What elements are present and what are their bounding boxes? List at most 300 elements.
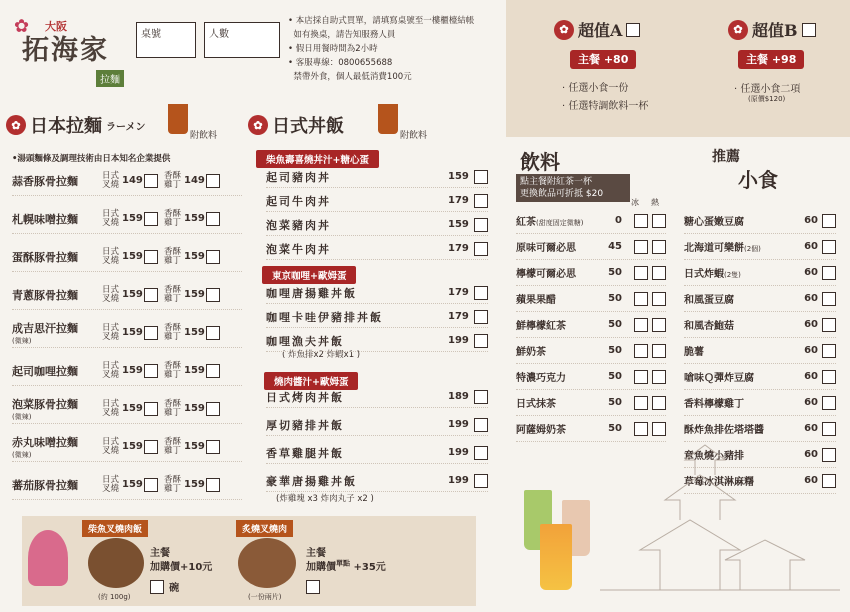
ramen-title-suffix: ラーメン [106,121,146,133]
drink-name-text: 日式抹茶 [516,399,556,410]
drink-row [516,416,666,442]
side-name-text: 脆薯 [684,347,704,358]
checkbox-chashu[interactable] [144,212,158,226]
side-price: 60 [804,267,818,278]
checkbox[interactable] [822,318,836,332]
donburi-price: 189 [448,391,469,402]
donburi-name: 起司牛肉丼 [266,194,331,208]
sakura-icon: ✿ [14,16,30,37]
drink-price: 50 [608,371,622,382]
drink-name [516,239,602,254]
option-chicken-label: 香酥雞丁 [164,284,182,304]
ramen-price-chashu: 159 [122,479,143,490]
option-chashu-label: 日式叉燒 [102,170,120,190]
note-text: 如有換桌，請告知服務人員 [293,30,396,40]
drink-row [516,234,666,260]
addon1-title: 柴魚叉燒肉飯 [82,520,148,537]
sides-title-a: 推薦 [712,149,740,165]
donburi-name: 泡菜牛肉丼 [266,242,331,256]
addon1-bowl-check[interactable] [150,576,179,595]
addon2-price-b: 單點 [336,559,350,568]
side-name-text: 和風杏鮑菇 [684,321,734,332]
ramen-price-chashu: 159 [122,441,143,452]
ramen-row [12,470,242,500]
note-text: 客服專線：0800655688 [295,58,393,68]
donburi-items2-note: ( 炸魚排x2 炸蝦x1 ) [282,350,361,360]
ramen-price-chashu: 159 [122,327,143,338]
checkbox-cold[interactable] [634,370,648,384]
option-chashu-label: 日式叉燒 [102,246,120,266]
checkbox[interactable] [474,194,488,208]
side-name-sub: (2隻) [724,271,741,279]
donburi-name: 厚切豬排丼飯 [266,418,344,432]
side-price: 60 [804,449,818,460]
checkbox[interactable] [822,396,836,410]
drinks-promo: 點主餐附紅茶一杯 更換飲品可折抵 $20 [516,174,630,202]
option-chashu-label: 日式叉燒 [102,208,120,228]
side-row [684,390,836,416]
option-chashu-label: 日式叉燒 [102,398,120,418]
ramen-title-text: 日本拉麵 [30,116,102,137]
checkbox[interactable] [822,370,836,384]
crest-icon: ✿ [6,115,26,135]
combo-b-note: (原價$120) [748,95,786,103]
donburi-price: 179 [448,287,469,298]
checkbox[interactable] [822,240,836,254]
option-chicken-label: 香酥雞丁 [164,436,182,456]
ramen-title [6,112,146,138]
side-price: 60 [804,371,818,382]
checkbox-chicken[interactable] [206,364,220,378]
note-line: • 客服專線：0800655688 [288,58,393,68]
option-chashu-label: 日式叉燒 [102,284,120,304]
drink-name-text: 鮮檸檬紅茶 [516,321,566,332]
checkbox-cold[interactable] [634,318,648,332]
note-text: 禁帶外食，個人最低消費100元 [293,72,412,82]
checkbox[interactable] [150,580,164,594]
table-number-label: 桌號 [141,29,161,40]
people-count-field[interactable] [204,22,280,58]
people-count-label: 人數 [209,29,229,40]
ramen-row [12,280,242,310]
ramen-name [12,249,96,265]
drink-row [516,390,666,416]
note-text: 假日用餐時間為2小時 [295,44,378,54]
donburi-price: 199 [448,475,469,486]
drink-name [516,343,602,358]
side-name-text: 酥炸魚排佐塔塔醬 [684,425,764,436]
side-price: 60 [804,423,818,434]
addon1-unit: 碗 [169,583,180,594]
checkbox-chicken[interactable] [206,174,220,188]
ramen-price-chashu: 149 [122,175,143,186]
checkbox-hot[interactable] [652,240,666,254]
option-chicken-label: 香酥雞丁 [164,398,182,418]
checkbox-chashu[interactable] [144,478,158,492]
option-chicken-label: 香酥雞丁 [164,474,182,494]
drink-name-text: 阿薩姆奶茶 [516,425,566,436]
option-chicken-label: 香酥雞丁 [164,170,182,190]
checkbox[interactable] [822,292,836,306]
checkbox[interactable] [474,242,488,256]
kokeshi-doll-icon [28,530,68,586]
checkbox-chicken[interactable] [206,440,220,454]
option-chashu-label: 日式叉燒 [102,474,120,494]
donburi-row [266,306,488,328]
ramen-name-text: 起司咖哩拉麵 [12,364,78,378]
combo-a-plus-badge: 主餐 +80 [570,50,636,69]
side-row [684,234,836,260]
side-price: 60 [804,241,818,252]
ramen-name [12,434,96,460]
drink-name [516,291,602,306]
checkbox[interactable] [822,214,836,228]
checkbox[interactable] [474,418,488,432]
checkbox[interactable] [474,474,488,488]
donburi-row [266,330,488,352]
donburi-name: 起司豬肉丼 [266,170,331,184]
ramen-price-chicken: 159 [184,441,205,452]
drink-cup-icon [378,104,398,134]
addon1-label: 主餐 [150,548,170,559]
donburi-price: 179 [448,311,469,322]
drink-name-text: 特濃巧克力 [516,373,566,384]
ramen-row [12,356,242,386]
side-row [684,286,836,312]
drink-name-sub: (甜度固定微糖) [536,219,584,227]
side-name [684,421,800,436]
checkbox[interactable] [306,580,320,594]
ramen-name [12,363,96,379]
side-price: 60 [804,345,818,356]
drink-name-text: 原味可爾必思 [516,243,576,254]
crest-icon: ✿ [728,20,748,40]
combo-a-plus [570,48,636,67]
side-price: 60 [804,215,818,226]
ramen-name-text: 蛋酥豚骨拉麵 [12,250,78,264]
ramen-name [12,211,96,227]
addon1-note: (約 100g) [98,593,131,601]
checkbox[interactable] [626,23,640,37]
ramen-name-text: 蒜香豚骨拉麵 [12,174,78,188]
donburi-row [266,414,488,436]
checkbox-hot[interactable] [652,396,666,410]
addon2-price [306,558,386,573]
note-line: • 假日用餐時間為2小時 [288,44,378,54]
side-name [684,291,800,306]
side-name-text: 章魚燒小豬排 [684,451,744,462]
combo-b-title-text: 超值B [752,21,798,40]
drink-name [516,369,602,384]
donburi-name: 咖哩漁夫丼飯 [266,334,344,348]
checkbox-chicken[interactable] [206,212,220,226]
drink-name-text: 紅茶 [516,217,536,228]
drink-name [516,395,602,410]
drink-price: 45 [608,241,622,252]
donburi-title-text: 日式丼飯 [272,116,344,137]
side-row [684,260,836,286]
checkbox-chashu[interactable] [144,250,158,264]
checkbox-chashu[interactable] [144,288,158,302]
option-chashu-label: 日式叉燒 [102,322,120,342]
combo-b-title [728,18,816,41]
checkbox-hot[interactable] [652,292,666,306]
checkbox-cold[interactable] [634,292,648,306]
ramen-price-chicken: 159 [184,289,205,300]
drink-price: 50 [608,267,622,278]
ramen-price-chashu: 159 [122,213,143,224]
note-line: • 本店採自助式買單，請填寫桌號至一樓櫃檯結帳 [288,16,475,26]
drink-row [516,286,666,312]
combo-b-plus-badge: 主餐 +98 [738,50,804,69]
checkbox-hot[interactable] [652,422,666,436]
combo-a-line: · 任選小食一份 [562,83,629,94]
logo-small-text: 大阪 [45,20,67,33]
donburi-name: 咖哩唐揚雞丼飯 [266,286,357,300]
ramen-row [12,318,242,348]
notes [288,14,498,84]
side-name-text: 香料檸檬雞丁 [684,399,744,410]
checkbox[interactable] [474,170,488,184]
option-chashu-label: 日式叉燒 [102,360,120,380]
checkbox-chicken[interactable] [206,250,220,264]
option-chashu-label: 日式叉燒 [102,436,120,456]
checkbox[interactable] [822,344,836,358]
ramen-row [12,432,242,462]
addon2-title: 炙燒叉燒肉 [236,520,293,537]
donburi-price: 159 [448,219,469,230]
combo-a-title-text: 超值A [578,21,623,40]
addon2-label: 主餐 [306,548,326,559]
drink-cup-icon [168,104,188,134]
donburi-row [266,386,488,408]
donburi-row [266,214,488,236]
side-name-text: 草莓冰淇淋麻糬 [684,477,754,488]
checkbox[interactable] [474,218,488,232]
donburi-price: 199 [448,419,469,430]
side-row [684,416,836,442]
side-name-text: 日式炸蝦 [684,269,724,280]
checkbox-chashu[interactable] [144,326,158,340]
donburi-row [266,190,488,212]
ramen-drink-note: 附飲料 [190,131,218,141]
rice-bowl-image [88,538,144,588]
addon-panel [22,516,476,606]
checkbox-chashu[interactable] [144,174,158,188]
ramen-price-chicken: 159 [184,365,205,376]
side-row [684,364,836,390]
side-name-text: 北海道可樂餅 [684,243,744,254]
drink-price: 50 [608,397,622,408]
side-price: 60 [804,293,818,304]
drink-row [516,260,666,286]
checkbox-cold[interactable] [634,240,648,254]
side-name-text: 嗆味Ｑ彈炸豆腐 [684,373,754,384]
checkbox-hot[interactable] [652,344,666,358]
drink-row [516,208,666,234]
checkbox-chicken[interactable] [206,402,220,416]
side-price: 60 [804,319,818,330]
drink-row [516,338,666,364]
side-name-sub: (2個) [744,245,761,253]
checkbox-cold[interactable] [634,266,648,280]
side-price: 60 [804,397,818,408]
combo-panel [506,0,850,137]
ramen-name-text: 蕃茄豚骨拉麵 [12,478,78,492]
donburi-group-banner: 柴魚壽喜燒丼汁+糖心蛋 [256,150,379,168]
drink-name [516,265,602,280]
ramen-name [12,320,96,346]
donburi-title [248,112,344,138]
side-row [684,208,836,234]
checkbox-chicken[interactable] [206,478,220,492]
note-line [288,70,498,84]
checkbox-chicken[interactable] [206,326,220,340]
side-row [684,338,836,364]
ramen-price-chicken: 159 [184,479,205,490]
side-row [684,312,836,338]
checkbox-cold[interactable] [634,344,648,358]
donburi-row [266,282,488,304]
checkbox[interactable] [474,390,488,404]
ramen-row [12,394,242,424]
crest-icon: ✿ [248,115,268,135]
checkbox-hot[interactable] [652,318,666,332]
donburi-price: 199 [448,335,469,346]
drink-price: 0 [615,215,622,226]
ramen-name [12,287,96,303]
checkbox[interactable] [474,310,488,324]
drink-name [516,213,602,228]
ramen-name-text: 札幌味噌拉麵 [12,212,78,226]
checkbox-chashu[interactable] [144,364,158,378]
side-name [684,317,800,332]
side-name [684,369,800,384]
drink-name-text: 鮮奶茶 [516,347,546,358]
donburi-name: 豪華唐揚雞丼飯 [266,474,357,488]
ramen-row [12,204,242,234]
side-price: 60 [804,475,818,486]
drink-name-text: 蘋果果醋 [516,295,556,306]
donburi-row [266,238,488,260]
option-chicken-label: 香酥雞丁 [164,360,182,380]
combo-a-lines [562,80,648,116]
drink-row [516,364,666,390]
checkbox[interactable] [822,422,836,436]
donburi-price: 159 [448,171,469,182]
drink-price: 50 [608,293,622,304]
ramen-price-chashu: 159 [122,289,143,300]
donburi-group-banner: 燒肉醬汁+歐姆蛋 [264,372,358,390]
donburi-row [266,470,488,492]
ramen-price-chicken: 159 [184,213,205,224]
donburi-row [266,166,488,188]
donburi-name: 香草雞腿丼飯 [266,446,344,460]
drink-price: 50 [608,319,622,330]
side-name [684,343,800,358]
donburi-price: 179 [448,195,469,206]
drink-name [516,317,602,332]
side-name [684,239,800,254]
drink-name-text: 檸檬可爾必思 [516,269,576,280]
ramen-row [12,242,242,272]
ramen-name [12,477,96,493]
checkbox-chicken[interactable] [206,288,220,302]
addon1-price: 加購價+10元 [150,562,213,573]
checkbox-hot[interactable] [652,214,666,228]
ramen-price-chicken: 159 [184,327,205,338]
logo-sub: 拉麵 [96,70,124,87]
pork-plate-image [238,538,296,588]
donburi-name: 咖哩卡哇伊豬排丼飯 [266,310,383,324]
ramen-name [12,173,96,189]
ramen-price-chashu: 159 [122,365,143,376]
drinks-hot-header: 熱 [651,198,659,207]
checkbox[interactable] [822,266,836,280]
checkbox-cold[interactable] [634,396,648,410]
donburi-row [266,442,488,464]
checkbox[interactable] [474,286,488,300]
checkbox-chashu[interactable] [144,402,158,416]
ramen-price-chicken: 159 [184,403,205,414]
drinks-title: 飲料 [520,150,560,174]
addon2-price-a: 加購價 [306,562,336,573]
note-line [288,28,498,42]
drink-price: 50 [608,423,622,434]
drink-price: 50 [608,345,622,356]
ramen-price-chashu: 159 [122,251,143,262]
side-name [684,395,800,410]
checkbox[interactable] [802,23,816,37]
combo-a-title [554,18,640,41]
ramen-note: •湯頭麵條及調理技術由日本知名企業提供 [12,154,171,164]
donburi-group-banner: 東京咖哩+歐姆蛋 [262,266,356,284]
side-name-text: 糖心蛋嫩豆腐 [684,217,744,228]
side-name [684,213,800,228]
checkbox-cold[interactable] [634,422,648,436]
addon2-price-c: +35元 [353,562,386,573]
addon2-note: (一份兩片) [248,593,282,601]
option-chicken-label: 香酥雞丁 [164,246,182,266]
ramen-price-chashu: 159 [122,403,143,414]
ramen-name-text: 赤丸味噌拉麵 [12,435,78,449]
table-number-field[interactable] [136,22,196,58]
checkbox-cold[interactable] [634,214,648,228]
ramen-name-sub: (微辣) [12,450,32,459]
logo: 拓海家 [22,35,109,66]
checkbox-hot[interactable] [652,370,666,384]
donburi-drink-note: 附飲料 [400,131,428,141]
ramen-price-chicken: 159 [184,251,205,262]
checkbox-chashu[interactable] [144,440,158,454]
donburi-items3-note: (炸雞塊 x3 炸肉丸子 x2 ) [276,494,374,504]
orange-drink-image [540,524,572,590]
checkbox[interactable] [474,334,488,348]
castle-illustration [600,440,840,600]
addon2-check[interactable] [306,576,320,595]
checkbox-hot[interactable] [652,266,666,280]
ramen-name-text: 泡菜豚骨拉麵 [12,397,78,411]
ramen-row [12,166,242,196]
drink-name [516,421,602,436]
ramen-name-sub: (微辣) [12,336,32,345]
ramen-price-chicken: 149 [184,175,205,186]
checkbox[interactable] [474,446,488,460]
donburi-name: 泡菜豬肉丼 [266,218,331,232]
crest-icon: ✿ [554,20,574,40]
combo-a-line: · 任選特調飲料一杯 [562,101,649,112]
ramen-name-text: 青蔥豚骨拉麵 [12,288,78,302]
